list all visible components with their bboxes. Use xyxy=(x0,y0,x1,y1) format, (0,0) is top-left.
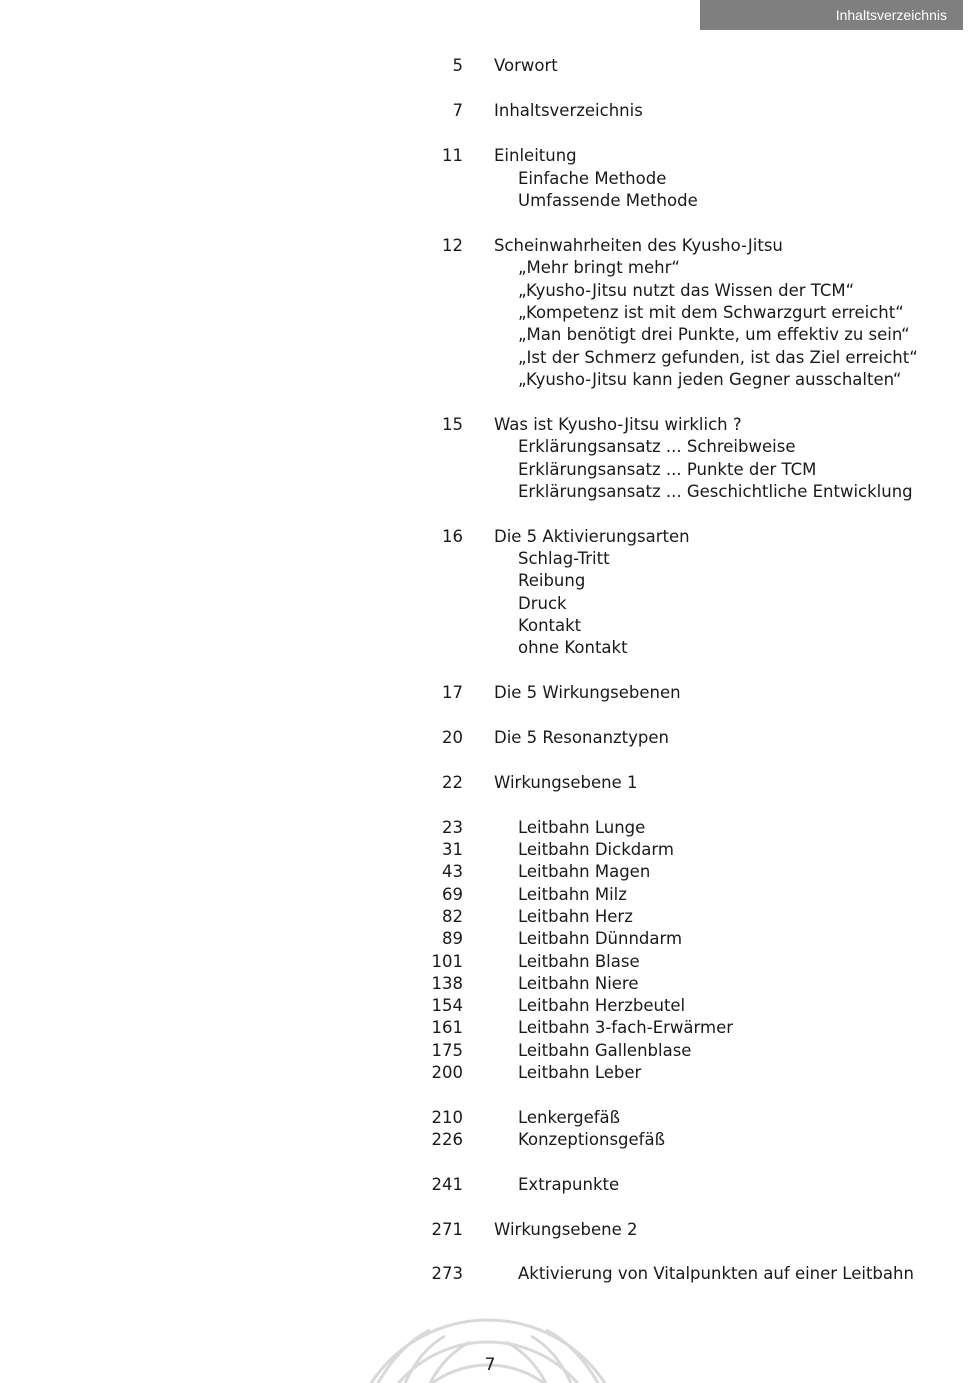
toc-title: Erklärungsansatz ... Geschichtliche Entwicklung xyxy=(518,482,913,501)
toc-title: Wirkungsebene 1 xyxy=(494,773,638,792)
toc-title: Scheinwahrheiten des Kyusho-Jitsu xyxy=(494,236,783,255)
toc-title: Leitbahn Herzbeutel xyxy=(518,996,686,1015)
toc-title: Leitbahn 3-fach-Erwärmer xyxy=(518,1018,734,1037)
toc-title: „Man benötigt drei Punkte, um effektiv zu sein“ xyxy=(518,325,910,344)
toc-title: Leitbahn Leber xyxy=(518,1063,642,1082)
toc-page-number: 138 xyxy=(431,974,463,993)
toc-page-number: 5 xyxy=(452,56,463,75)
toc-title: „Kompetenz ist mit dem Schwarzgurt erreicht“ xyxy=(518,303,904,322)
toc-title: „Ist der Schmerz gefunden, ist das Ziel erreicht“ xyxy=(518,348,918,367)
toc-title: Erklärungsansatz ... Punkte der TCM xyxy=(518,460,817,479)
toc-title: Die 5 Resonanztypen xyxy=(494,728,669,747)
toc-title: Aktivierung von Vitalpunkten auf einer Leitbahn xyxy=(518,1264,914,1283)
toc-title: Leitbahn Dickdarm xyxy=(518,840,674,859)
toc-title: Die 5 Wirkungsebenen xyxy=(494,683,681,702)
toc-page-number: 241 xyxy=(431,1175,463,1194)
toc-page-number: 17 xyxy=(442,683,463,702)
toc-title: Vorwort xyxy=(494,56,558,75)
toc-page-number: 210 xyxy=(431,1108,463,1127)
toc-title: Extrapunkte xyxy=(518,1175,620,1194)
toc-title: Lenkergefäß xyxy=(518,1108,621,1127)
toc-title: Wirkungsebene 2 xyxy=(494,1220,638,1239)
toc-title: Einfache Methode xyxy=(518,169,667,188)
toc-page-number: 271 xyxy=(431,1220,463,1239)
toc-title: „Kyusho-Jitsu nutzt das Wissen der TCM“ xyxy=(518,281,855,300)
toc-page-number: 7 xyxy=(452,101,463,120)
toc-title: Leitbahn Magen xyxy=(518,862,651,881)
toc-page-number: 16 xyxy=(442,527,463,546)
toc-page-number: 12 xyxy=(442,236,463,255)
toc-title: „Kyusho-Jitsu kann jeden Gegner ausschalten“ xyxy=(518,370,902,389)
toc-title: Leitbahn Gallenblase xyxy=(518,1041,692,1060)
toc-page-number: 154 xyxy=(431,996,463,1015)
toc-title: Die 5 Aktivierungsarten xyxy=(494,527,690,546)
toc-title: Konzeptionsgefäß xyxy=(518,1130,665,1149)
toc-page-number: 20 xyxy=(442,728,463,747)
toc-title: ohne Kontakt xyxy=(518,638,628,657)
toc-title: Leitbahn Herz xyxy=(518,907,633,926)
toc-page-number: 101 xyxy=(431,952,463,971)
toc-page-number: 82 xyxy=(442,907,463,926)
toc-page-number: 31 xyxy=(442,840,463,859)
page-number: 7 xyxy=(484,1355,496,1375)
toc-title: Reibung xyxy=(518,571,586,590)
toc-title: Erklärungsansatz ... Schreibweise xyxy=(518,437,796,456)
toc-page-number: 69 xyxy=(442,885,463,904)
toc-title: Schlag-Tritt xyxy=(518,549,610,568)
toc-title: Umfassende Methode xyxy=(518,191,698,210)
toc-page-number: 43 xyxy=(442,862,463,881)
toc-page-number: 22 xyxy=(442,773,463,792)
section-title: Inhaltsverzeichnis xyxy=(835,7,947,23)
toc-page-number: 226 xyxy=(431,1130,463,1149)
toc-title: Druck xyxy=(518,594,567,613)
toc-title: Einleitung xyxy=(494,146,577,165)
toc-title: Leitbahn Niere xyxy=(518,974,639,993)
toc-page-number: 11 xyxy=(442,146,463,165)
toc-title: „Mehr bringt mehr“ xyxy=(518,258,680,277)
toc-title: Kontakt xyxy=(518,616,582,635)
toc-title: Leitbahn Milz xyxy=(518,885,627,904)
toc-title: Leitbahn Blase xyxy=(518,952,640,971)
toc-title: Inhaltsverzeichnis xyxy=(494,101,643,120)
toc-page-number: 200 xyxy=(431,1063,463,1082)
toc-title: Was ist Kyusho-Jitsu wirklich ? xyxy=(494,415,742,434)
toc-page-number: 161 xyxy=(431,1018,463,1037)
toc-page-number: 175 xyxy=(431,1041,463,1060)
toc-page-number: 15 xyxy=(442,415,463,434)
toc-title: Leitbahn Dünndarm xyxy=(518,929,683,948)
toc-title: Leitbahn Lunge xyxy=(518,818,646,837)
toc-page-number: 89 xyxy=(442,929,463,948)
toc-page-number: 23 xyxy=(442,818,463,837)
toc-page-number: 273 xyxy=(431,1264,463,1283)
